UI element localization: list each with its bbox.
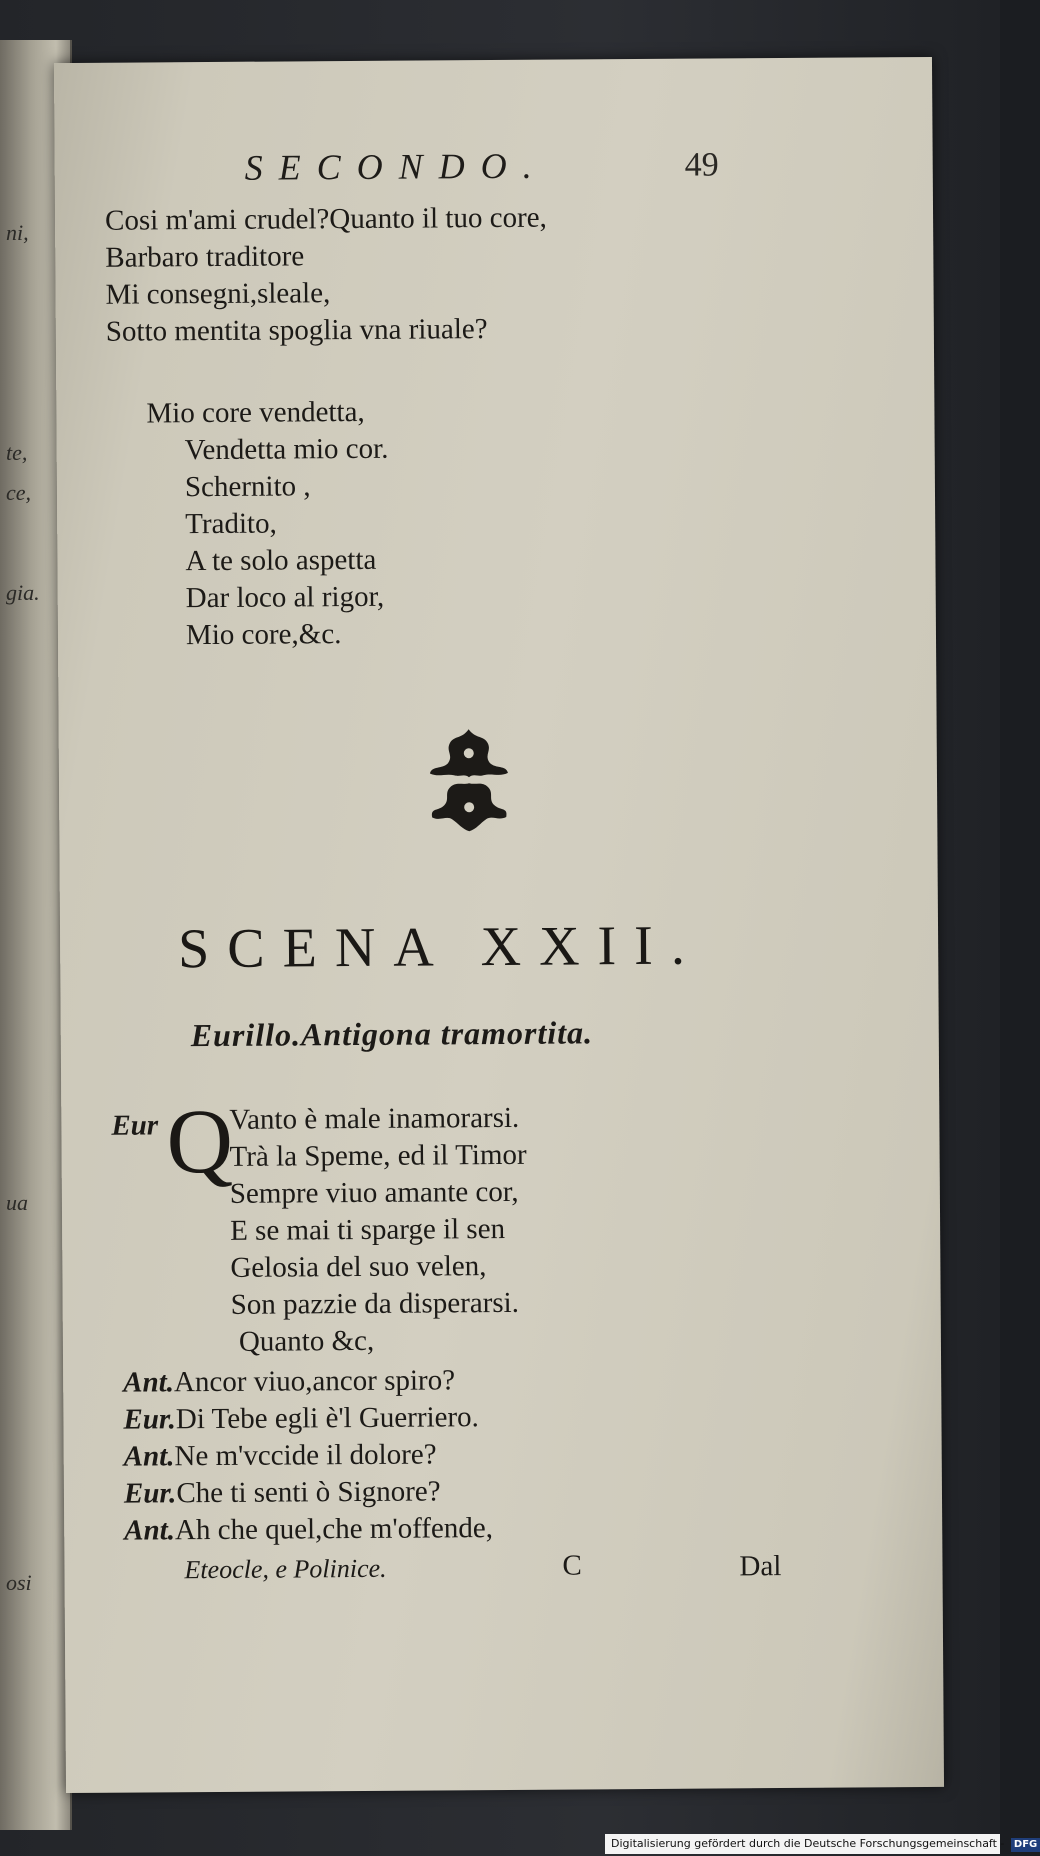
- speaker-label: Eur.: [123, 1403, 176, 1436]
- aria-line: A te solo aspetta: [185, 543, 377, 578]
- dialogue-line: [124, 1473, 493, 1513]
- credit-text: Digitalisierung gefördert durch die Deutsche Forschungsgemeinschaft -: [611, 1837, 1005, 1850]
- speech-line: Sempre viuo amante cor,: [229, 1175, 519, 1210]
- opening-verses: [105, 200, 548, 351]
- first-speech: [229, 1100, 528, 1361]
- aria-line: Dar loco al rigor,: [185, 580, 385, 615]
- verse-line: Barbaro traditore: [105, 240, 305, 274]
- book-page: [54, 57, 944, 1793]
- page-number: 49: [684, 146, 719, 184]
- left-page-fragment: ce,: [6, 480, 32, 505]
- verse-line: Mi consegni,sleale,: [105, 277, 331, 311]
- left-page-fragment: ni,: [6, 220, 29, 245]
- speaker-label: Eur.: [123, 1477, 177, 1510]
- dialogue: [123, 1362, 493, 1550]
- left-page-fragment: gia.: [6, 580, 40, 605]
- speaker-label: Eur: [111, 1109, 159, 1142]
- dialogue-text: Ancor viuo,ancor spiro?: [173, 1364, 456, 1399]
- speech-line: Son pazzie da disperarsi.: [230, 1286, 520, 1321]
- dialogue-text: Ah che quel,che m'offende,: [174, 1512, 494, 1547]
- running-head: SECONDO.: [244, 145, 548, 188]
- signature-mark: C: [562, 1549, 582, 1582]
- dialogue-line: [123, 1362, 492, 1402]
- aria-line: Tradito,: [185, 507, 277, 541]
- scene-title: SCENA XXII.: [177, 914, 704, 981]
- aria-line: Schernito ,: [184, 470, 311, 504]
- aria: [146, 394, 390, 655]
- verse-line: Sotto mentita spoglia vna riuale?: [105, 313, 488, 348]
- aria-line: Mio core,&c.: [185, 618, 342, 652]
- dialogue-text: Ne m'vccide il dolore?: [174, 1438, 437, 1473]
- signature-line: Eteocle, e Polinice.: [184, 1553, 387, 1585]
- verse-line: Cosi m'ami crudel?Quanto il tuo core,: [104, 201, 547, 237]
- speaker-label: Ant.: [123, 1366, 175, 1399]
- left-page-fragment: ua: [6, 1190, 28, 1215]
- speech-line: Gelosia del suo velen,: [230, 1250, 487, 1284]
- drop-cap: Q: [166, 1089, 234, 1193]
- aria-line: Mio core vendetta,: [146, 395, 365, 430]
- printers-ornament-icon: [424, 725, 515, 836]
- speech-line: Vanto è male inamorarsi.: [229, 1101, 520, 1136]
- speaker-label: Ant.: [124, 1514, 176, 1547]
- characters-line: Eurillo.Antigona tramortita.: [190, 1014, 594, 1054]
- speech-line: Trà la Speme, ed il Timor: [229, 1138, 527, 1173]
- catchword: Dal: [739, 1550, 782, 1583]
- left-page-fragment: osi: [6, 1570, 32, 1595]
- dialogue-text: Che ti senti ò Signore?: [176, 1475, 441, 1510]
- dialogue-line: [124, 1436, 493, 1476]
- dialogue-text: Di Tebe egli è'l Guerriero.: [175, 1401, 479, 1436]
- digitization-credit-banner: [605, 1834, 1038, 1854]
- left-page-fragment: te,: [6, 440, 28, 465]
- speaker-label: Ant.: [123, 1440, 175, 1473]
- dialogue-line: [124, 1510, 493, 1550]
- dfg-logo: DFG: [1011, 1838, 1040, 1852]
- dialogue-line: [123, 1399, 492, 1439]
- speech-line: Quanto &c,: [238, 1324, 375, 1358]
- aria-line: Vendetta mio cor.: [184, 432, 389, 467]
- speech-line: E se mai ti sparge il sen: [230, 1212, 506, 1247]
